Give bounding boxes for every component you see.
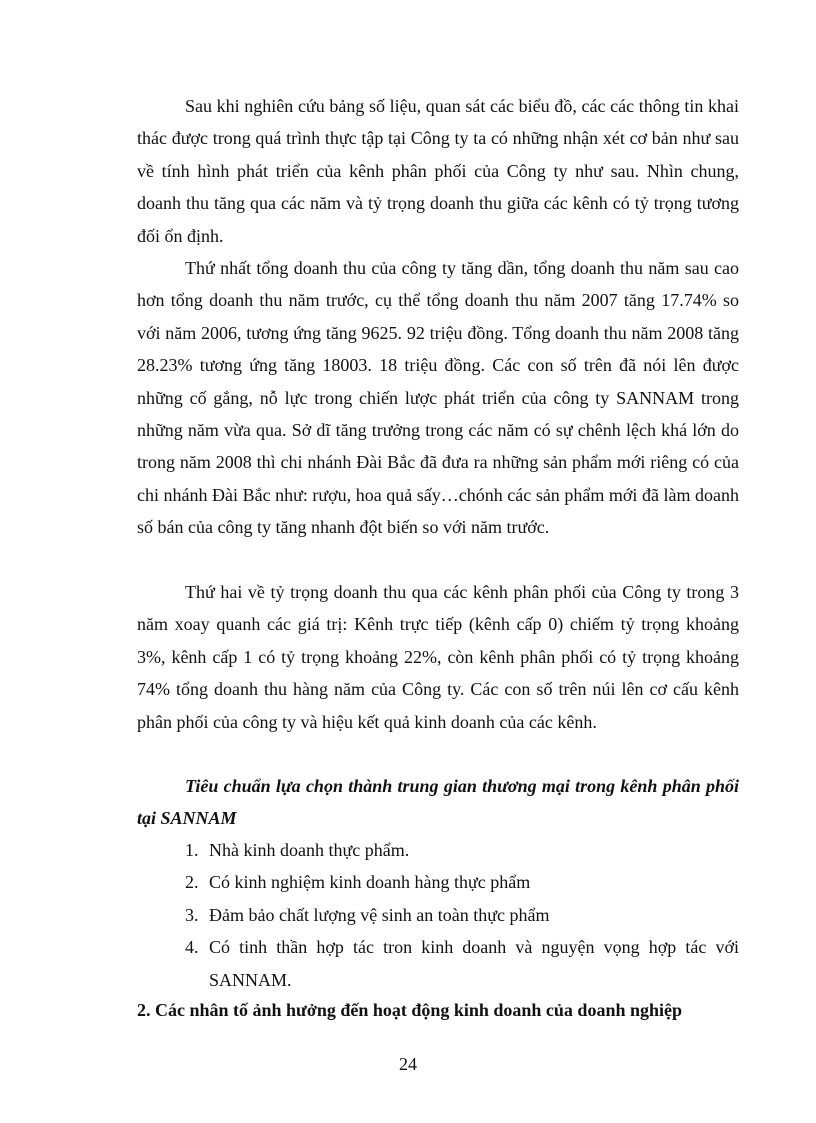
list-item bbox=[185, 866, 739, 898]
list-item bbox=[185, 931, 739, 996]
list-item-number: 2. bbox=[185, 872, 199, 893]
list-item bbox=[185, 899, 739, 931]
list-item bbox=[185, 834, 739, 866]
paragraph-revenue-growth: Thứ nhất tổng doanh thu của công ty tăng dần, tổng doanh thu năm sau cao hơn tổng doanh thu năm trước, cụ thể tổng doanh thu năm 2007 tăng 17.74% so với năm 2006, tương ứng tăng 9625. 92 triệu đồng. Tổng doanh thu năm 2008 tăng 28.23% tương ứng tăng 18003. 18 triệu đồng. Các con số trên đã nói lên được những cố gắng, nỗ lực trong chiến lược phát triển của công ty SANNAM trong những năm vừa qua. Sở dĩ tăng trưởng trong các năm có sự chênh lệch khá lớn do trong năm 2008 thì chi nhánh Đài Bắc đã đưa ra những sản phẩm mới riêng có của chi nhánh Đài Bắc như: rượu, hoa quả sấy…chónh các sản phẩm mới đã làm doanh số bán của công ty tăng nhanh đột biến so với năm trước. bbox=[137, 258, 739, 538]
list-item-text: Có kinh nghiệm kinh doanh hàng thực phẩm bbox=[209, 872, 531, 893]
list-item-text: Nhà kinh doanh thực phẩm. bbox=[209, 840, 410, 860]
section-heading: 2. Các nhân tố ảnh hưởng đến hoạt động kinh doanh của doanh nghiệp bbox=[137, 1000, 682, 1020]
list-item-number: 3. bbox=[185, 904, 199, 925]
list-item-number: 4. bbox=[185, 937, 199, 958]
paragraph-summary: Sau khi nghiên cứu bảng số liệu, quan sát các biểu đồ, các các thông tin khai thác được trong quá trình thực tập tại Công ty ta có những nhận xét cơ bản như sau về tính hình phát triển của kênh phân phối của Công ty như sau. Nhìn chung, doanh thu tăng qua các năm và tỷ trọng doanh thu giữa các kênh có tỷ trọng tương đối ổn định. bbox=[137, 96, 739, 246]
list-item-number: 1. bbox=[185, 840, 199, 860]
list-item-text: Đảm bảo chất lượng vệ sinh an toàn thực phẩm bbox=[209, 904, 550, 925]
list-item-text: Có tinh thần hợp tác tron kinh doanh và nguyện vọng hợp tác với SANNAM. bbox=[209, 937, 739, 990]
page-number: 24 bbox=[399, 1054, 417, 1074]
criteria-list bbox=[185, 834, 739, 996]
subheading-selection-criteria: Tiêu chuẩn lựa chọn thành trung gian thương mại trong kênh phân phối tại SANNAM bbox=[137, 776, 739, 829]
paragraph-channel-share: Thứ hai về tỷ trọng doanh thu qua các kênh phân phối của Công ty trong 3 năm xoay quanh các giá trị: Kênh trực tiếp (kênh cấp 0) chiếm tỷ trọng khoảng 3%, kênh cấp 1 có tỷ trọng khoảng 22%, còn kênh phân phối có tỷ trọng khoảng 74% tổng doanh thu hàng năm của Công ty. Các con số trên núi lên cơ cấu kênh phân phối của công ty và hiệu kết quả kinh doanh của các kênh. bbox=[137, 582, 739, 732]
